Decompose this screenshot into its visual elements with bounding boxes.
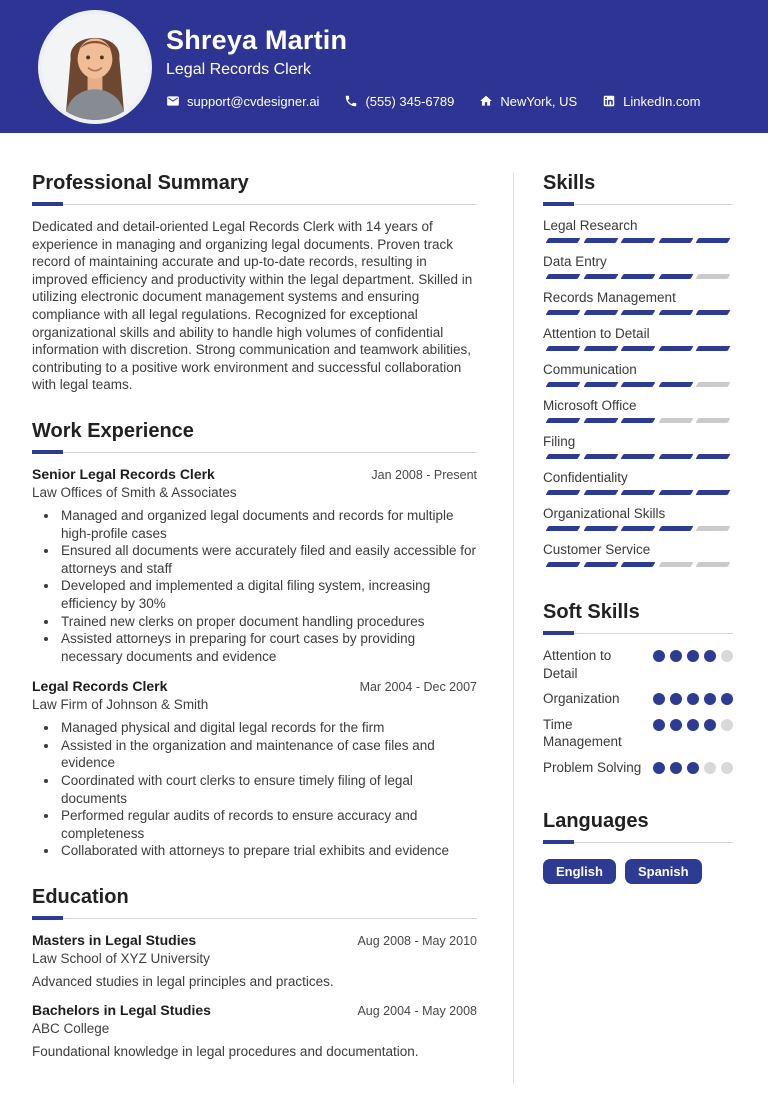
skill-item: [543, 218, 733, 243]
skill-bar-segment: [658, 382, 692, 387]
job-bullet-list: [32, 719, 477, 860]
school-name: Law School of XYZ University: [32, 951, 210, 967]
skill-item: [543, 362, 733, 387]
skill-dot: [687, 650, 699, 662]
skill-level-bar: [543, 346, 733, 351]
skill-bar-segment: [546, 382, 580, 387]
skill-bar-segment: [546, 526, 580, 531]
skill-name: Confidentiality: [543, 470, 628, 485]
skill-bar-segment: [621, 490, 655, 495]
avatar-portrait-illustration: [42, 14, 148, 120]
skill-dot: [670, 762, 682, 774]
education-list: [32, 932, 477, 1059]
skill-dot: [670, 650, 682, 662]
soft-skill-dots: [653, 690, 733, 708]
skill-bar-segment: [621, 382, 655, 387]
soft-skill-dots: [653, 647, 733, 682]
skill-bar-segment: [583, 490, 617, 495]
soft-skills-list: [543, 647, 733, 776]
skill-item: [543, 254, 733, 279]
skill-bar-segment: [546, 346, 580, 351]
skill-item: [543, 470, 733, 495]
soft-skills-heading: Soft Skills: [543, 601, 640, 623]
skill-bar-segment: [658, 274, 692, 279]
job-bullet: • Managed physical and digital legal records for the firm: [59, 719, 477, 737]
skill-bar-segment: [696, 238, 730, 243]
skill-item: [543, 398, 733, 423]
candidate-name: Shreya Martin: [166, 24, 348, 55]
job-bullet: • Trained new clerks on proper document handling procedures: [59, 613, 477, 631]
contact-location[interactable]: [479, 94, 577, 109]
skill-bar-segment: [696, 454, 730, 459]
skill-name: Organizational Skills: [543, 506, 666, 521]
heading-rule: [543, 842, 733, 843]
heading-rule: [543, 633, 733, 634]
language-pill[interactable]: Spanish: [625, 859, 702, 884]
education-entry: [32, 932, 477, 989]
skill-bar-segment: [583, 346, 617, 351]
skill-dot: [653, 650, 665, 662]
skill-level-bar: [543, 418, 733, 423]
summary-heading: Professional Summary: [32, 172, 249, 194]
education-heading: Education: [32, 886, 129, 909]
skill-bar-segment: [696, 490, 730, 495]
skill-bar-segment: [621, 526, 655, 531]
job-header-row: [32, 466, 477, 482]
phone-icon: [344, 94, 358, 108]
skill-dot: [721, 693, 733, 705]
job-list: [32, 466, 477, 860]
skill-bar-segment: [658, 310, 692, 315]
skill-level-bar: [543, 454, 733, 459]
skill-bar-segment: [546, 490, 580, 495]
soft-skill-name: Problem Solving: [543, 759, 642, 775]
soft-skill-item: [543, 716, 733, 751]
skill-bar-segment: [621, 346, 655, 351]
skill-bar-segment: [621, 274, 655, 279]
contact-phone-text: (555) 345-6789: [365, 93, 455, 109]
linkedin-icon: [602, 94, 616, 108]
soft-skill-item: [543, 647, 733, 682]
skill-dot: [653, 719, 665, 731]
skill-bar-segment: [583, 310, 617, 315]
resume-body: [0, 133, 768, 1115]
skill-bar-segment: [583, 274, 617, 279]
contact-linkedin[interactable]: [602, 94, 700, 109]
soft-skill-name: Attention to Detail: [543, 648, 612, 681]
language-pill[interactable]: English: [543, 859, 616, 884]
contact-email-text: support@cvdesigner.ai: [187, 93, 320, 109]
skill-bar-segment: [546, 418, 580, 423]
job-bullet: • Performed regular audits of records to ensure accuracy and completeness: [59, 807, 477, 842]
job-bullet: • Collaborated with attorneys to prepare trial exhibits and evidence: [59, 842, 477, 860]
skill-name: Customer Service: [543, 542, 651, 557]
degree-title: Masters in Legal Studies: [32, 932, 197, 949]
skill-dot: [670, 693, 682, 705]
job-header-row: [32, 678, 477, 694]
contact-linkedin-text: LinkedIn.com: [623, 93, 701, 109]
section-skills: [543, 172, 733, 567]
skill-name: Attention to Detail: [543, 326, 650, 341]
contact-location-text: NewYork, US: [500, 93, 578, 109]
job-bullet: • Coordinated with court clerks to ensure timely filing of legal documents: [59, 772, 477, 807]
skill-name: Data Entry: [543, 254, 607, 269]
heading-rule: [32, 204, 477, 205]
skill-dot: [721, 650, 733, 662]
skill-bar-segment: [696, 346, 730, 351]
skill-bar-segment: [658, 238, 692, 243]
header-banner: [0, 0, 768, 133]
skill-bar-segment: [658, 418, 692, 423]
section-soft-skills: [543, 601, 733, 776]
heading-rule: [32, 452, 477, 453]
skill-dot: [670, 719, 682, 731]
job-title: Senior Legal Records Clerk: [32, 465, 215, 482]
education-description: Advanced studies in legal principles and practices.: [32, 974, 334, 990]
section-work-experience: [32, 420, 477, 860]
skill-bar-segment: [583, 418, 617, 423]
skill-bar-segment: [583, 526, 617, 531]
skill-bar-segment: [696, 562, 730, 567]
skill-dot: [721, 719, 733, 731]
soft-skill-name: Time Management: [543, 716, 622, 749]
skill-bar-segment: [696, 418, 730, 423]
heading-rule: [543, 204, 733, 205]
skill-bar-segment: [658, 526, 692, 531]
job-bullet: • Assisted in the organization and maintenance of case files and evidence: [59, 737, 477, 772]
skill-bar-segment: [546, 562, 580, 567]
job-dates: Mar 2004 - Dec 2007: [359, 680, 477, 695]
skill-level-bar: [543, 382, 733, 387]
skill-bar-segment: [621, 418, 655, 423]
skill-dot: [653, 693, 665, 705]
skill-name: Microsoft Office: [543, 398, 637, 413]
job-company: Law Offices of Smith & Associates: [32, 484, 237, 500]
skill-bar-segment: [583, 562, 617, 567]
skill-bar-segment: [621, 562, 655, 567]
skill-bar-segment: [583, 382, 617, 387]
skill-item: [543, 290, 733, 315]
skill-bar-segment: [621, 310, 655, 315]
skill-dot: [721, 762, 733, 774]
skill-bar-segment: [696, 274, 730, 279]
summary-text: Dedicated and detail-oriented Legal Records Clerk with 14 years of experience in managing and organizing legal documents. Proven track record of maintaining accurate and up-to-date records, resulting in improved efficiency and productivity within the legal department. Skilled in utilizing electronic document management systems and ensuring compliance with all legal regulations. Recognized for exceptional organizational skills and ability to handle high volumes of confidential information with discretion. Strong communication and teamwork abilities, contributing to a positive work environment and successful collaboration with legal teams.: [32, 219, 473, 393]
contact-row: [166, 94, 701, 109]
languages-heading: Languages: [543, 810, 649, 832]
experience-heading: Work Experience: [32, 419, 194, 442]
skill-bar-segment: [658, 346, 692, 351]
left-column: [32, 172, 477, 1085]
job-bullet: • Managed and organized legal documents and records for multiple high-profile cases: [59, 507, 477, 542]
column-divider: [513, 172, 514, 1085]
job-bullet: • Developed and implemented a digital filing system, increasing efficiency by 30%: [59, 577, 477, 612]
skill-level-bar: [543, 526, 733, 531]
skill-dot: [653, 762, 665, 774]
skill-item: [543, 326, 733, 351]
skills-list: [543, 218, 733, 567]
job-bullet: • Ensured all documents were accurately filed and easily accessible for attorneys and staff: [59, 542, 477, 577]
skill-level-bar: [543, 238, 733, 243]
job-bullet-list: [32, 507, 477, 665]
skill-item: [543, 434, 733, 459]
skill-name: Records Management: [543, 290, 676, 305]
skill-bar-segment: [696, 310, 730, 315]
skill-dot: [704, 693, 716, 705]
skill-bar-segment: [658, 562, 692, 567]
soft-skill-name: Organization: [543, 691, 620, 706]
avatar: [38, 10, 152, 124]
skill-dot: [687, 693, 699, 705]
education-dates: Aug 2008 - May 2010: [357, 934, 477, 949]
soft-skill-dots: [653, 759, 733, 777]
soft-skill-item: [543, 759, 733, 777]
job-dates: Jan 2008 - Present: [371, 467, 477, 482]
skill-bar-segment: [546, 310, 580, 315]
skill-bar-segment: [546, 454, 580, 459]
skill-bar-segment: [621, 238, 655, 243]
skill-item: [543, 506, 733, 531]
skill-bar-segment: [658, 490, 692, 495]
education-description: Foundational knowledge in legal procedures and documentation.: [32, 1044, 419, 1060]
education-entry: [32, 1002, 477, 1059]
skill-level-bar: [543, 310, 733, 315]
skill-item: [543, 542, 733, 567]
job-bullet: • Assisted attorneys in preparing for court cases by providing necessary documents and evidence: [59, 630, 477, 665]
skill-name: Communication: [543, 362, 637, 377]
skill-level-bar: [543, 562, 733, 567]
skill-bar-segment: [546, 274, 580, 279]
soft-skill-item: [543, 690, 733, 708]
school-name: ABC College: [32, 1021, 110, 1037]
skill-bar-segment: [546, 238, 580, 243]
skill-bar-segment: [621, 454, 655, 459]
heading-rule: [32, 918, 477, 919]
job-company: Law Firm of Johnson & Smith: [32, 697, 209, 713]
skill-level-bar: [543, 490, 733, 495]
section-professional-summary: [32, 172, 477, 394]
skill-dot: [687, 762, 699, 774]
candidate-job-title: Legal Records Clerk: [166, 60, 311, 78]
skill-dot: [704, 762, 716, 774]
skills-heading: Skills: [543, 172, 596, 194]
right-column: [543, 172, 733, 1085]
contact-email[interactable]: [166, 94, 319, 109]
home-icon: [479, 94, 493, 108]
education-dates: Aug 2004 - May 2008: [357, 1004, 477, 1019]
skill-name: Filing: [543, 434, 576, 449]
skill-dot: [704, 650, 716, 662]
skill-dot: [687, 719, 699, 731]
skill-bar-segment: [583, 454, 617, 459]
skill-bar-segment: [696, 382, 730, 387]
language-list: [543, 859, 733, 884]
degree-title: Bachelors in Legal Studies: [32, 1002, 211, 1019]
section-languages: [543, 810, 733, 884]
section-education: [32, 886, 477, 1059]
skill-bar-segment: [658, 454, 692, 459]
soft-skill-dots: [653, 716, 733, 751]
skill-bar-segment: [583, 238, 617, 243]
job-entry: [32, 466, 477, 665]
skill-name: Legal Research: [543, 218, 638, 233]
skill-bar-segment: [696, 526, 730, 531]
education-header-row: [32, 932, 477, 948]
skill-level-bar: [543, 274, 733, 279]
skill-dot: [704, 719, 716, 731]
email-icon: [166, 94, 180, 108]
contact-phone[interactable]: [344, 94, 454, 109]
header-identity: [166, 25, 701, 109]
job-entry: [32, 678, 477, 860]
education-header-row: [32, 1002, 477, 1018]
job-title: Legal Records Clerk: [32, 678, 168, 695]
